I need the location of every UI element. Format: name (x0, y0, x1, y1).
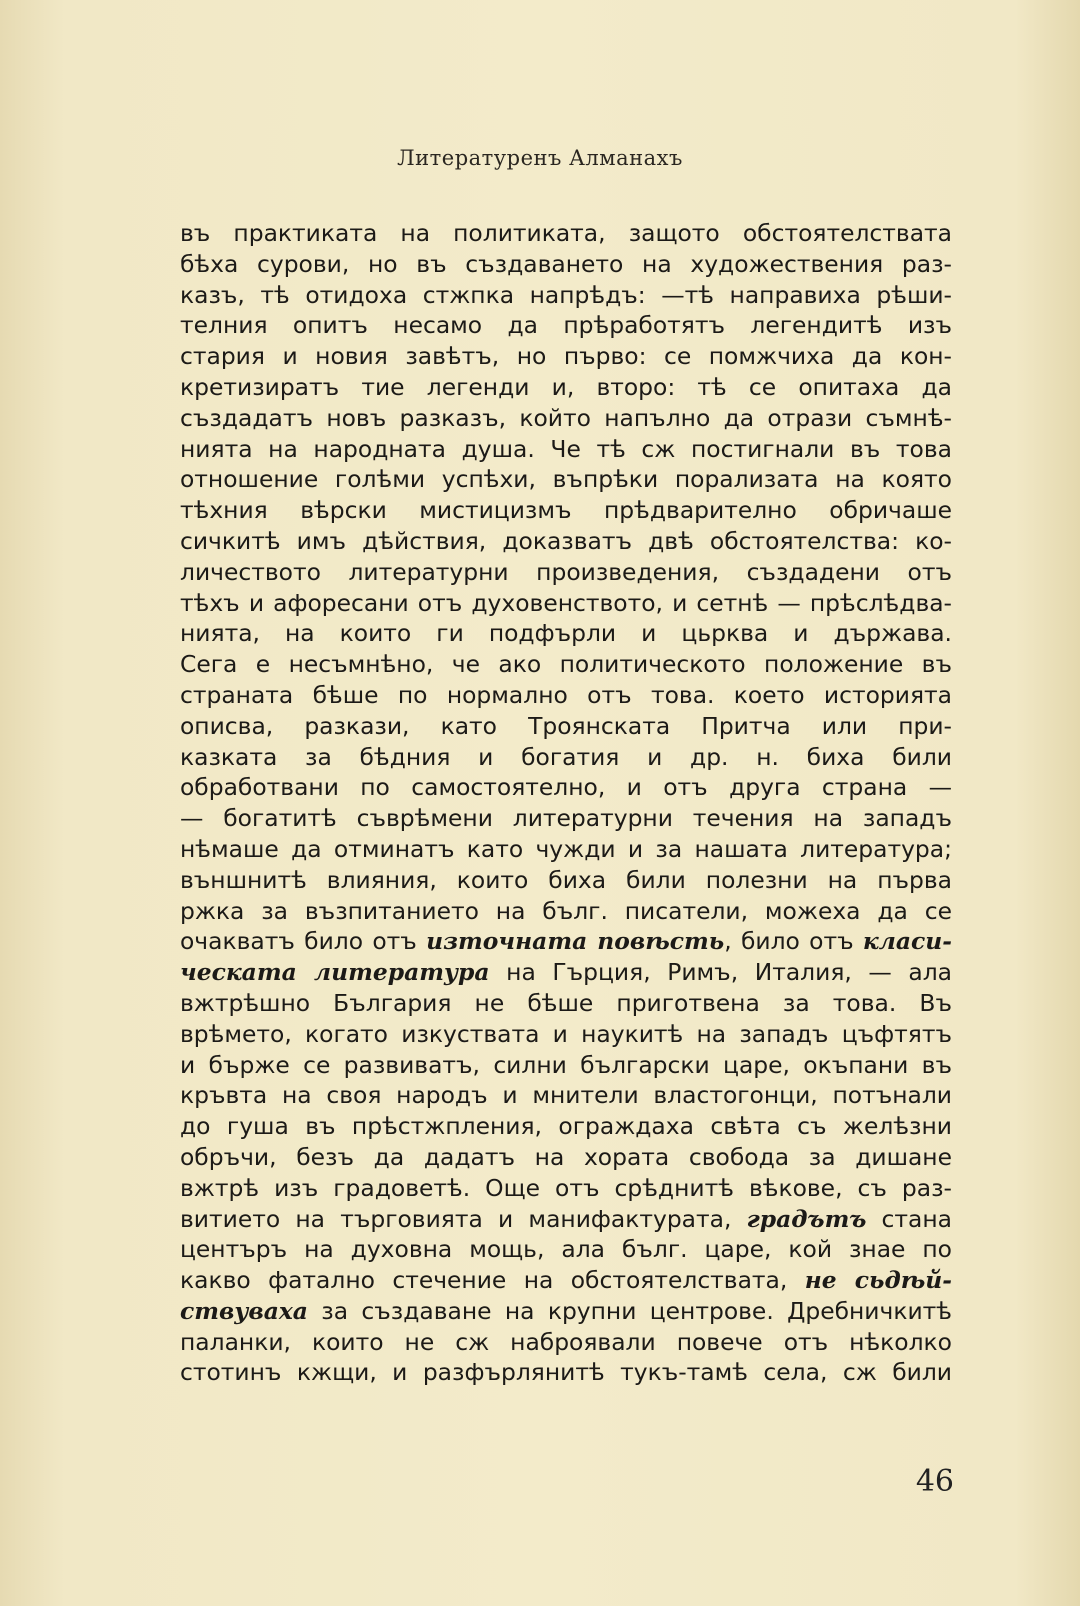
text-line (180, 557, 952, 588)
text-segment: нията на народната душа. Че тѣ сж постигнали въ това (180, 434, 952, 463)
text-segment: кръвта на своя народъ и мнители властогонци, потънали (180, 1081, 952, 1110)
text-segment: телния опитъ несамо да прѣработятъ легендитѣ изъ (180, 311, 952, 340)
text-line (180, 1080, 952, 1111)
text-segment: вжтрѣ изъ градоветѣ. Още отъ срѣднитѣ вѣкове, съ раз- (180, 1173, 952, 1202)
text-segment: страната бѣше по нормално отъ това. което историята (180, 680, 952, 709)
text-segment: центъръ на духовна мощь, ала бълг. царе, кой знае по (180, 1235, 952, 1264)
text-line (180, 1204, 952, 1235)
italic-emphasis: не сьдѣй- (804, 1266, 952, 1295)
text-segment: нията, на които ги подфърли и цьрква и държава. (180, 619, 952, 648)
text-segment: обръчи, безъ да дадатъ на хората свобода за дишане (180, 1142, 952, 1171)
text-line (180, 680, 952, 711)
text-segment: обработвани по самостоятелно, и отъ друга страна — (180, 773, 952, 802)
text-segment: личеството литературни произведения, създадени отъ (180, 557, 952, 586)
text-segment: и бърже се развиватъ, силни български царе, окъпани въ (180, 1050, 952, 1079)
text-line (180, 926, 952, 957)
text-line (180, 772, 952, 803)
text-segment: описва, разкази, като Троянската Притча или при- (180, 711, 952, 740)
text-line (180, 865, 952, 896)
text-segment: витието на търговията и манифактурата, (180, 1204, 747, 1233)
italic-emphasis: класи- (862, 927, 952, 956)
text-line (180, 464, 952, 495)
text-segment: очакватъ било отъ (180, 927, 427, 956)
italic-emphasis: ческата литература (180, 958, 490, 987)
text-segment: стария и новия завѣтъ, но първо: се помжчиха да кон- (180, 342, 952, 371)
text-segment: външнитѣ влияния, които биха били полезни на първа (180, 865, 952, 894)
text-line (180, 341, 952, 372)
body-text (180, 218, 952, 1388)
text-segment: сичкитѣ имъ дѣйствия, доказватъ двѣ обстоятелства: ко- (180, 526, 952, 555)
text-line (180, 988, 952, 1019)
text-line (180, 495, 952, 526)
text-segment: отношение голѣми успѣхи, въпрѣки порализата на която (180, 465, 952, 494)
text-line (180, 588, 952, 619)
text-line (180, 803, 952, 834)
text-line (180, 1357, 952, 1388)
text-segment: тѣхния вѣрски мистицизмъ прѣдварително обричаше (180, 496, 952, 525)
text-segment: казката за бѣдния и богатия и др. н. биха били (180, 742, 952, 771)
text-line (180, 249, 952, 280)
text-line (180, 1111, 952, 1142)
text-segment: на Гърция, Римъ, Италия, — ала (489, 958, 952, 987)
text-segment: какво фатално стечение на обстоятелствата, (180, 1266, 805, 1295)
text-line (180, 618, 952, 649)
text-segment: нѣмаше да отминатъ като чужди и за нашата литература; (180, 834, 952, 863)
text-segment: тѣхъ и афоресани отъ духовенството, и сетнѣ — прѣслѣдва- (180, 588, 952, 617)
text-segment: вжтрѣшно България не бѣше приготвена за това. Въ (180, 988, 952, 1017)
text-line (180, 1327, 952, 1358)
text-line (180, 434, 952, 465)
text-line (180, 711, 952, 742)
text-line (180, 957, 952, 988)
text-segment: ржка за възпитанието на бълг. писатели, можеха да се (180, 896, 952, 925)
italic-emphasis: източната повѣсть (426, 927, 725, 956)
text-line (180, 218, 952, 249)
text-segment: до гуша въ прѣстжпления, ограждаха свѣта съ желѣзни (180, 1112, 952, 1141)
page-number: 46 (915, 1464, 954, 1499)
text-line (180, 526, 952, 557)
text-segment: създадатъ новъ разказъ, който напълно да отрази съмнѣ- (180, 403, 952, 432)
text-line (180, 1265, 952, 1296)
text-line (180, 834, 952, 865)
text-line (180, 1019, 952, 1050)
text-line (180, 372, 952, 403)
text-segment: стотинъ кжщи, и разфърлянитѣ тукъ-тамѣ села, сж били (180, 1358, 952, 1387)
text-line (180, 649, 952, 680)
text-segment: за създаване на крупни центрове. Дребничкитѣ (307, 1296, 952, 1325)
text-line (180, 1173, 952, 1204)
text-segment: — богатитѣ съврѣмени литературни течения на западъ (180, 804, 952, 833)
text-line (180, 280, 952, 311)
text-segment: врѣмето, когато изкуствата и наукитѣ на западъ цъфтятъ (180, 1019, 952, 1048)
text-segment: кретизиратъ тие легенди и, второ: тѣ се опитаха да (180, 372, 952, 401)
text-line (180, 896, 952, 927)
text-line (180, 1142, 952, 1173)
italic-emphasis: градътъ (746, 1204, 867, 1233)
text-line (180, 310, 952, 341)
text-line (180, 1234, 952, 1265)
text-line (180, 1050, 952, 1081)
text-segment: паланки, които не сж наброявали повече отъ нѣколко (180, 1327, 952, 1356)
text-segment: казъ, тѣ отидоха стжпка напрѣдъ: —тѣ направиха рѣши- (180, 280, 952, 309)
running-head: Литературенъ Алманахъ (397, 146, 683, 170)
text-line (180, 1296, 952, 1327)
italic-emphasis: ствуваха (180, 1296, 308, 1325)
text-line (180, 403, 952, 434)
text-line (180, 742, 952, 773)
text-segment: стана (866, 1204, 952, 1233)
text-segment: бѣха сурови, но въ създаването на художествения раз- (180, 249, 952, 278)
text-segment: , било отъ (724, 927, 863, 956)
text-segment: Сега е несъмнѣно, че ако политическото положение въ (180, 650, 952, 679)
text-segment: въ практиката на политиката, защото обстоятелствата (180, 219, 952, 247)
